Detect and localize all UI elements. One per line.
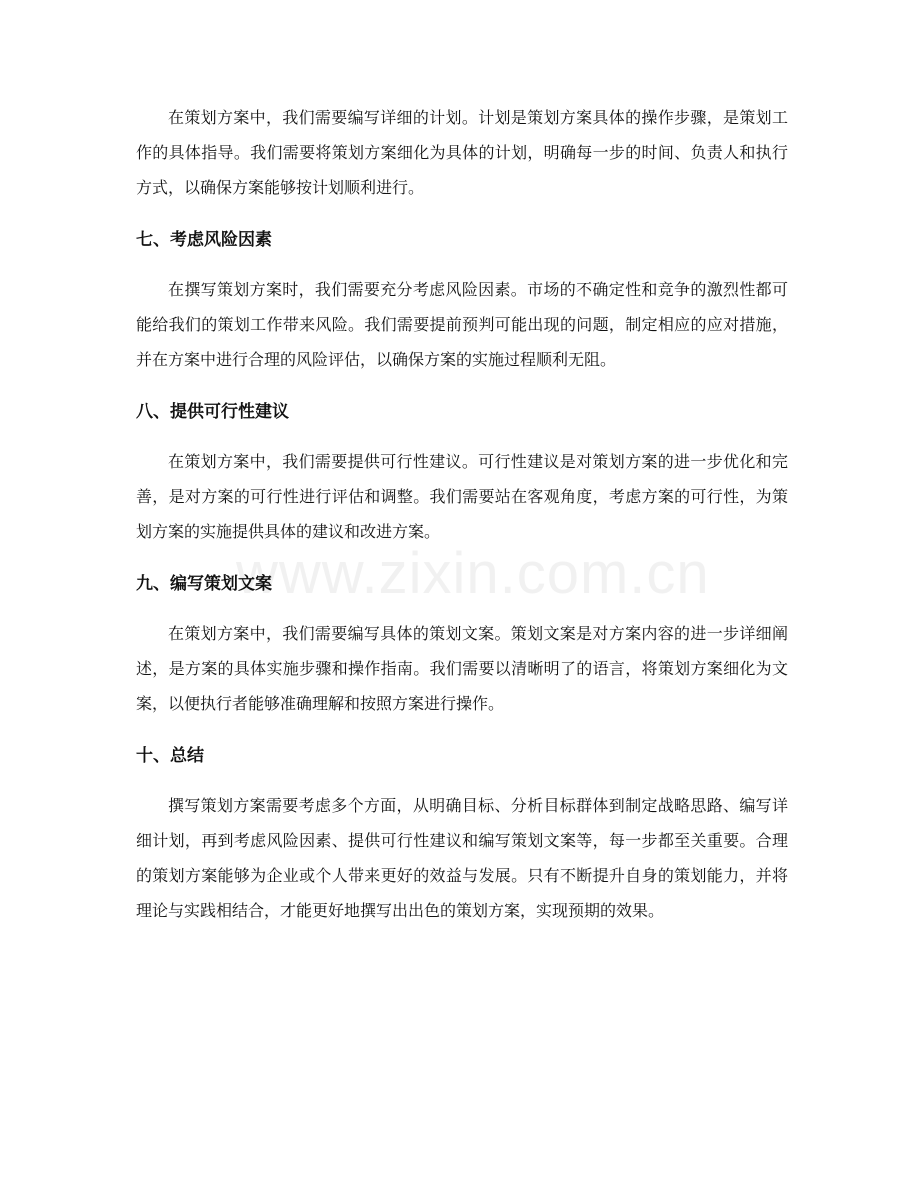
heading-summary: 十、总结 [136, 746, 204, 766]
heading-risk-factors: 七、考虑风险因素 [136, 230, 272, 250]
paragraph-risk-factors: 在撰写策划方案时，我们需要充分考虑风险因素。市场的不确定性和竞争的激烈性都可能给我们的策划工作带来风险。我们需要提前预判可能出现的问题，制定相应的应对措施，并在方案中进行合理的风险评估，以确保方案的实施过程顺利无阻。 [136, 280, 788, 369]
paragraph-feasibility: 在策划方案中，我们需要提供可行性建议。可行性建议是对策划方案的进一步优化和完善，是对方案的可行性进行评估和调整。我们需要站在客观角度，考虑方案的可行性，为策划方案的实施提供具体的建议和改进方案。 [136, 452, 788, 541]
paragraph-plan: 在策划方案中，我们需要编写详细的计划。计划是策划方案具体的操作步骤，是策划工作的具体指导。我们需要将策划方案细化为具体的计划，明确每一步的时间、负责人和执行方式，以确保方案能够按计划顺利进行。 [136, 108, 788, 197]
paragraph-copywriting: 在策划方案中，我们需要编写具体的策划文案。策划文案是对方案内容的进一步详细阐述，是方案的具体实施步骤和操作指南。我们需要以清晰明了的语言，将策划方案细化为文案，以便执行者能够准确理解和按照方案进行操作。 [136, 624, 788, 713]
watermark: www.zixin.com.cn [236, 541, 710, 606]
document-body [136, 100, 788, 928]
heading-feasibility: 八、提供可行性建议 [136, 402, 289, 422]
heading-copywriting: 九、编写策划文案 [136, 574, 272, 594]
paragraph-summary: 撰写策划方案需要考虑多个方面，从明确目标、分析目标群体到制定战略思路、编写详细计划，再到考虑风险因素、提供可行性建议和编写策划文案等，每一步都至关重要。合理的策划方案能够为企业或个人带来更好的效益与发展。只有不断提升自身的策划能力，并将理论与实践相结合，才能更好地撰写出出色的策划方案，实现预期的效果。 [136, 796, 788, 920]
